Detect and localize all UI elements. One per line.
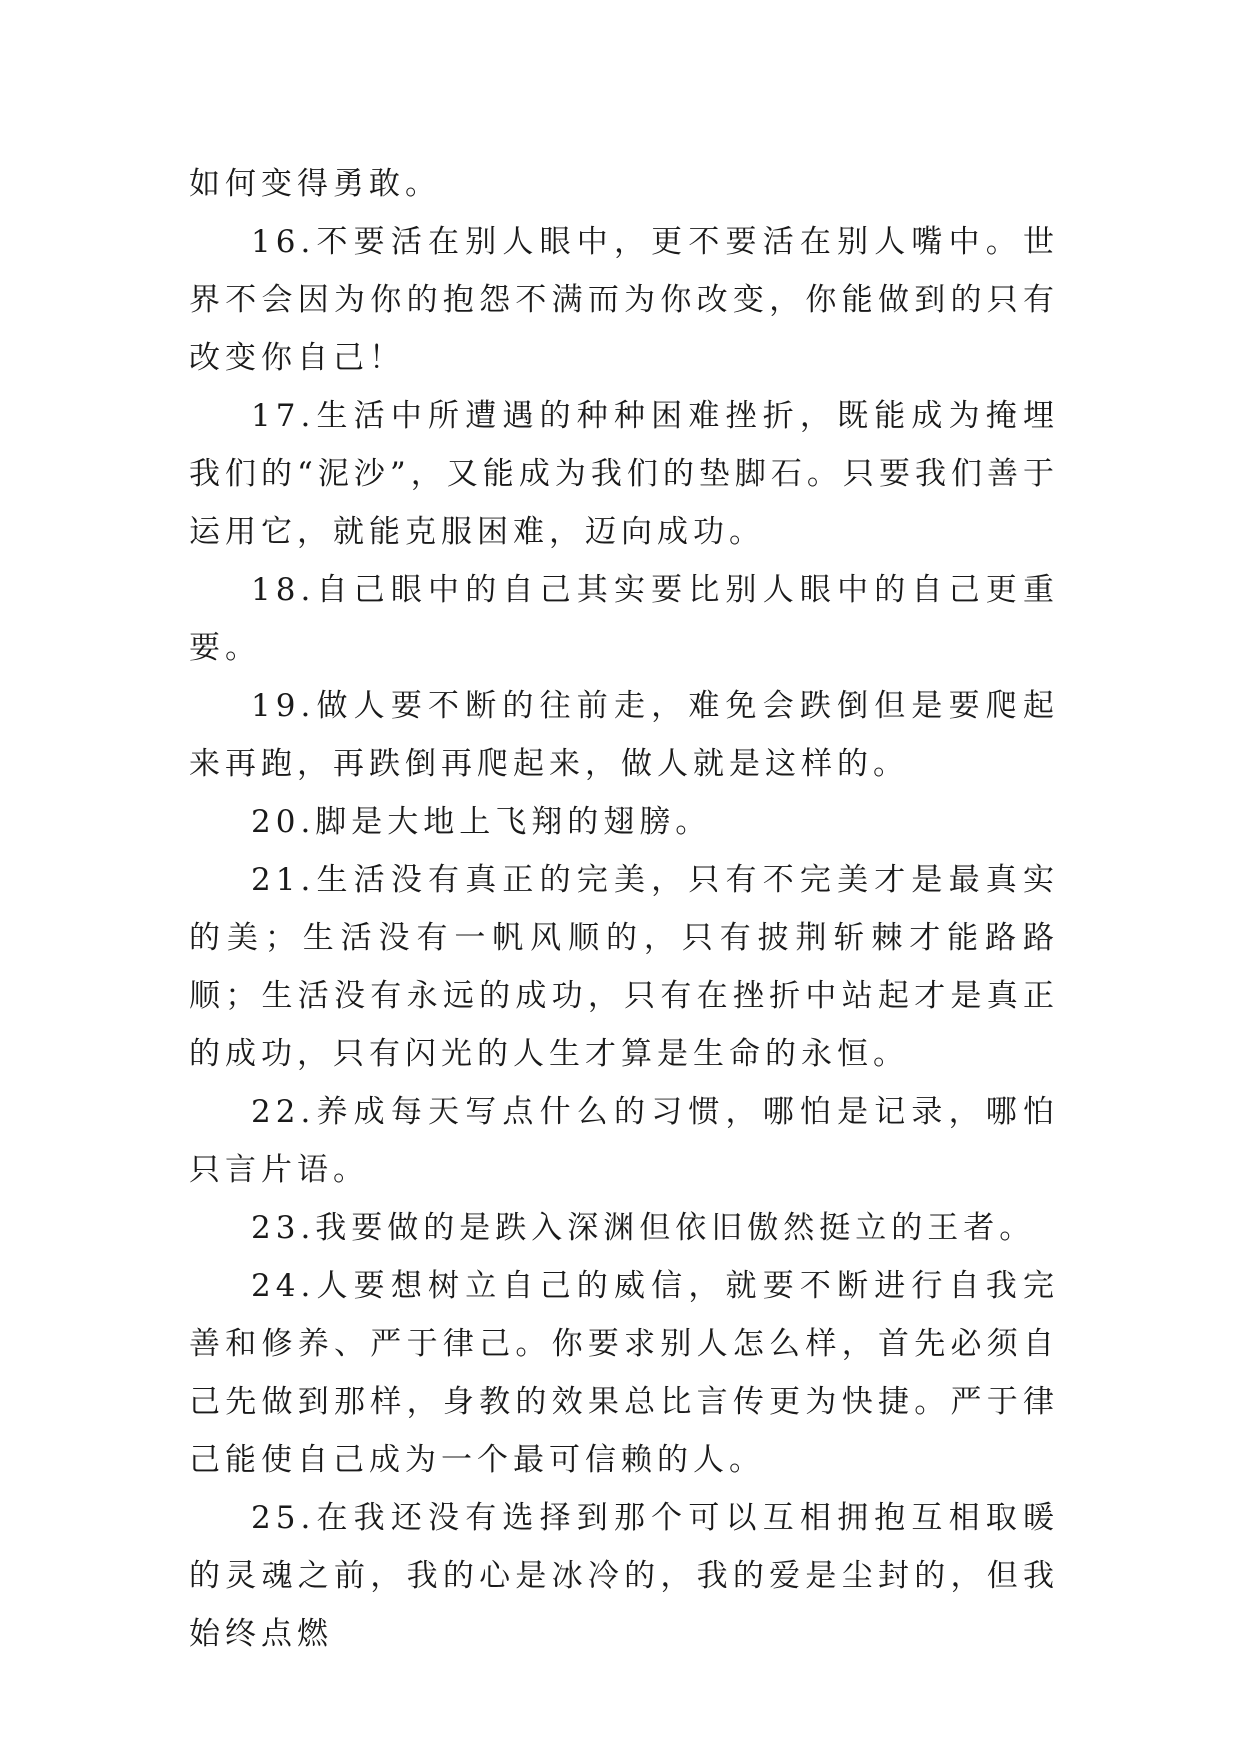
paragraph-22: 22.养成每天写点什么的习惯，哪怕是记录，哪怕只言片语。	[189, 1094, 1059, 1188]
paragraph-18: 18.自己眼中的自己其实要比别人眼中的自己更重要。	[189, 572, 1059, 666]
paragraph-continuation: 如何变得勇敢。	[189, 166, 441, 202]
document-page	[189, 155, 1059, 1663]
paragraph-23: 23.我要做的是跌入深渊但依旧傲然挺立的王者。	[251, 1210, 1036, 1246]
paragraph-21: 21.生活没有真正的完美，只有不完美才是最真实的美；生活没有一帆风顺的，只有披荆斩棘才能路路顺；生活没有永远的成功，只有在挫折中站起才是真正的成功，只有闪光的人生才算是生命的永恒。	[189, 862, 1059, 1072]
paragraph-24: 24.人要想树立自己的威信，就要不断进行自我完善和修养、严于律己。你要求别人怎么样，首先必须自己先做到那样，身教的效果总比言传更为快捷。严于律己能使自己成为一个最可信赖的人。	[189, 1268, 1059, 1478]
paragraph-25: 25.在我还没有选择到那个可以互相拥抱互相取暖的灵魂之前，我的心是冰冷的，我的爱是尘封的，但我始终点燃	[189, 1500, 1059, 1652]
paragraph-17: 17.生活中所遭遇的种种困难挫折，既能成为掩埋我们的“泥沙”，又能成为我们的垫脚石。只要我们善于运用它，就能克服困难，迈向成功。	[189, 398, 1059, 550]
paragraph-19: 19.做人要不断的往前走，难免会跌倒但是要爬起来再跑，再跌倒再爬起来，做人就是这样的。	[189, 688, 1059, 782]
paragraph-20: 20.脚是大地上飞翔的翅膀。	[251, 804, 712, 840]
paragraph-16: 16.不要活在别人眼中，更不要活在别人嘴中。世界不会因为你的抱怨不满而为你改变，你能做到的只有改变你自己！	[189, 224, 1059, 376]
